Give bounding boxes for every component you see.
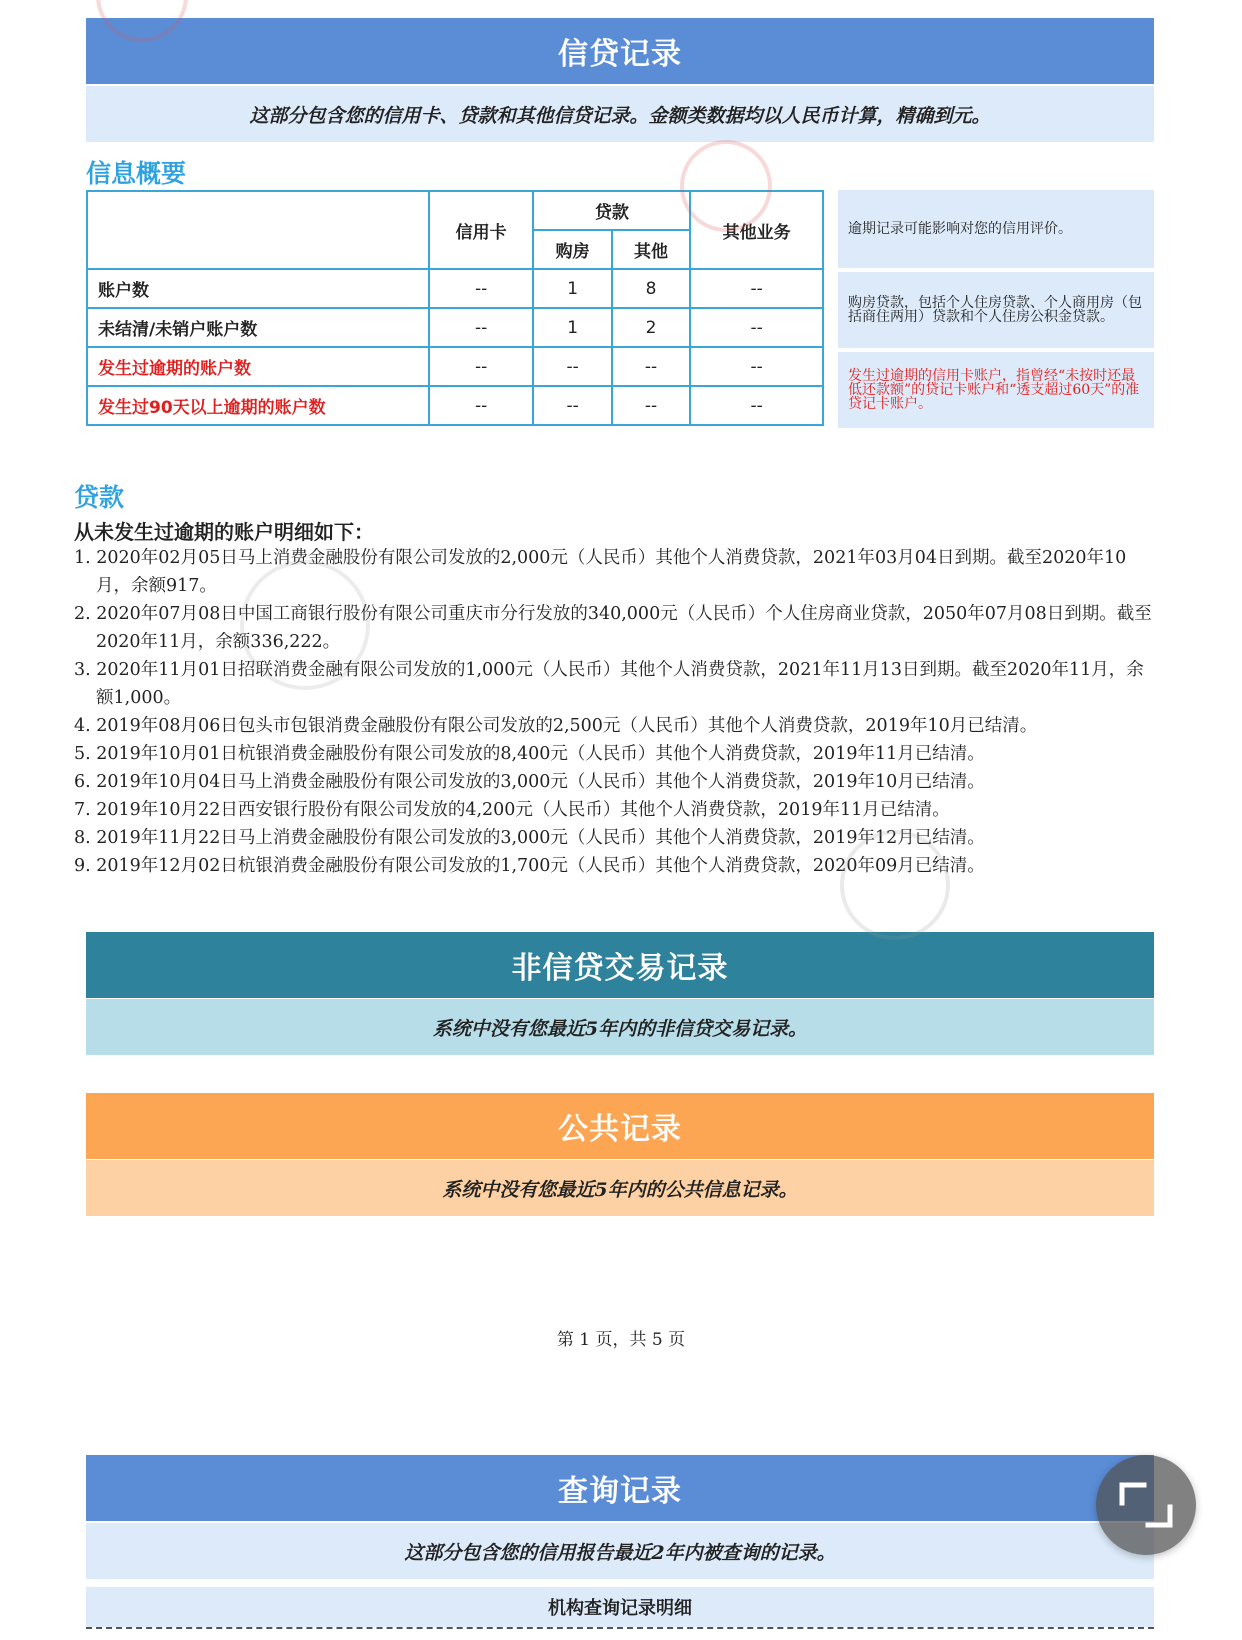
- row-label: 发生过逾期的账户数: [87, 347, 429, 386]
- public-record-subtitle: 系统中没有您最近5年内的公共信息记录。: [86, 1160, 1154, 1216]
- header-other: 其他: [612, 230, 690, 269]
- list-item: 9. 2019年12月02日杭银消费金融股份有限公司发放的1,700元（人民币）其他个人消费贷款，2020年09月已结清。: [74, 856, 985, 876]
- credit-record-subtitle: 这部分包含您的信用卡、贷款和其他信贷记录。金额类数据均以人民币计算，精确到元。: [86, 86, 1154, 142]
- list-item: 5. 2019年10月01日杭银消费金融股份有限公司发放的8,400元（人民币）其他个人消费贷款，2019年11月已结清。: [74, 744, 985, 764]
- cell-other-business: --: [690, 308, 823, 347]
- table-row: [87, 347, 823, 386]
- fullscreen-button[interactable]: [1096, 1455, 1196, 1555]
- institution-query-bar: 机构查询记录明细: [86, 1587, 1154, 1627]
- dashed-divider: [86, 1627, 1154, 1629]
- header-credit-card: 信用卡: [429, 191, 534, 269]
- row-label: 账户数: [87, 269, 429, 308]
- non-credit-subtitle: 系统中没有您最近5年内的非信贷交易记录。: [86, 999, 1154, 1055]
- cell-other-business: --: [690, 347, 823, 386]
- list-item: 6. 2019年10月04日马上消费金融股份有限公司发放的3,000元（人民币）其他个人消费贷款，2019年10月已结清。: [74, 772, 985, 792]
- cell-other: 2: [612, 308, 690, 347]
- list-item: 8. 2019年11月22日马上消费金融股份有限公司发放的3,000元（人民币）其他个人消费贷款，2019年12月已结清。: [74, 828, 985, 848]
- cell-credit-card: --: [429, 308, 534, 347]
- credit-record-header: 信贷记录: [86, 18, 1154, 84]
- loans-intro: 从未发生过逾期的账户明细如下：: [74, 520, 374, 544]
- cell-housing: 1: [533, 308, 611, 347]
- header-other-business: 其他业务: [690, 191, 823, 269]
- cell-housing: 1: [533, 269, 611, 308]
- cell-other: --: [612, 386, 690, 425]
- summary-corner-cell: [87, 191, 429, 269]
- summary-table: [86, 190, 824, 426]
- row-label: 未结清/未销户账户数: [87, 308, 429, 347]
- query-record-header: 查询记录: [86, 1455, 1154, 1521]
- non-credit-header: 非信贷交易记录: [86, 932, 1154, 998]
- fullscreen-icon: [1118, 1481, 1174, 1529]
- summary-note-credit-card: 发生过逾期的信用卡账户，指曾经“未按时还最低还款额”的贷记卡账户和“透支超过60天”的准贷记卡账户。: [838, 352, 1154, 428]
- list-item: 7. 2019年10月22日西安银行股份有限公司发放的4,200元（人民币）其他个人消费贷款，2019年11月已结清。: [74, 800, 950, 820]
- list-item: 1. 2020年02月05日马上消费金融股份有限公司发放的2,000元（人民币）其他个人消费贷款，2021年03月04日到期。截至2020年10月，余额917。: [74, 548, 1127, 596]
- list-item: 4. 2019年08月06日包头市包银消费金融股份有限公司发放的2,500元（人民币）其他个人消费贷款，2019年10月已结清。: [74, 716, 1038, 736]
- cell-other-business: --: [690, 386, 823, 425]
- list-item: 3. 2020年11月01日招联消费金融有限公司发放的1,000元（人民币）其他个人消费贷款，2021年11月13日到期。截至2020年11月，余额1,000。: [74, 660, 1144, 708]
- cell-housing: --: [533, 347, 611, 386]
- table-row: [87, 386, 823, 425]
- loans-list: [74, 544, 1154, 880]
- public-record-header: 公共记录: [86, 1093, 1154, 1159]
- row-label: 发生过90天以上逾期的账户数: [87, 386, 429, 425]
- cell-other: 8: [612, 269, 690, 308]
- table-row: [87, 308, 823, 347]
- cell-credit-card: --: [429, 269, 534, 308]
- query-record-subtitle: 这部分包含您的信用报告最近2年内被查询的记录。: [86, 1523, 1154, 1579]
- summary-note-housing: 购房贷款，包括个人住房贷款、个人商用房（包括商住两用）贷款和个人住房公积金贷款。: [838, 272, 1154, 348]
- header-loan: 贷款: [533, 191, 690, 230]
- table-row: [87, 269, 823, 308]
- cell-other-business: --: [690, 269, 823, 308]
- page-number: 第 1 页，共 5 页: [556, 1330, 686, 1350]
- cell-other: --: [612, 347, 690, 386]
- loans-title: 贷款: [74, 483, 125, 512]
- cell-credit-card: --: [429, 386, 534, 425]
- cell-credit-card: --: [429, 347, 534, 386]
- cell-housing: --: [533, 386, 611, 425]
- summary-note-overdue: 逾期记录可能影响对您的信用评价。: [838, 190, 1154, 268]
- summary-title: 信息概要: [86, 159, 187, 188]
- header-housing: 购房: [533, 230, 611, 269]
- list-item: 2. 2020年07月08日中国工商银行股份有限公司重庆市分行发放的340,000元（人民币）个人住房商业贷款，2050年07月08日到期。截至2020年11月，余额336,222。: [74, 604, 1152, 652]
